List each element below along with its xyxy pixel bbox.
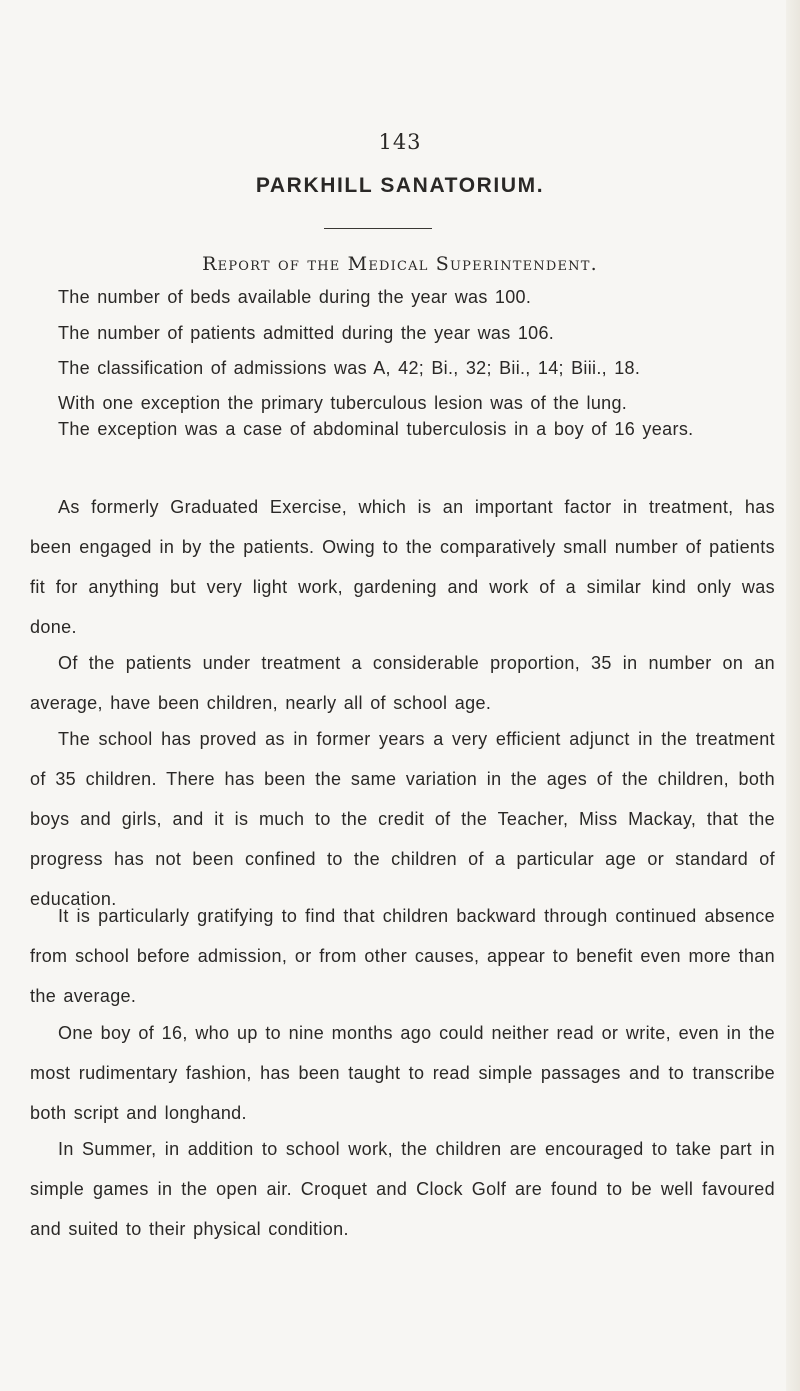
- paragraph: In Summer, in addition to school work, the children are encouraged to take part in simple games in the open air. Croquet and Clock Golf are found to be well favoured and suited to their physical condition.: [30, 1139, 775, 1239]
- page-edge: [786, 0, 800, 1391]
- paragraph: The school has proved as in former years a very efficient adjunct in the treatment of 35 children. There has been the same variation in the ages of the children, both boys and girls, and it is much to the credit of the Teacher, Miss Mackay, that the progress has not been confined to the children of a particular age or standard of education.: [30, 729, 775, 909]
- title-divider: [324, 228, 432, 229]
- page-number: 143: [378, 130, 422, 154]
- paragraph: One boy of 16, who up to nine months ago could neither read or write, even in the most rudimentary fashion, has been taught to read simple passages and to transcribe both script and longhand.: [30, 1023, 775, 1123]
- paragraph: The exception was a case of abdominal tuberculosis in a boy of 16 years.: [58, 419, 694, 439]
- paragraph: As formerly Graduated Exercise, which is an important factor in treatment, has been engaged in by the patients. Owing to the comparatively small number of patients fit for anything but very light work, gardening and work of a similar kind only was done.: [30, 497, 775, 637]
- paragraph: Of the patients under treatment a considerable proportion, 35 in number on an average, have been children, nearly all of school age.: [30, 653, 775, 713]
- document-subtitle: Report of the Medical Superintendent.: [202, 253, 598, 275]
- document-title: PARKHILL SANATORIUM.: [255, 174, 545, 197]
- paragraph: It is particularly gratifying to find that children backward through continued absence from school before admission, or from other causes, appear to benefit even more than the average.: [30, 906, 775, 1006]
- body-line: With one exception the primary tuberculous lesion was of the lung.: [58, 393, 628, 413]
- body-line: The classification of admissions was A, 42; Bi., 32; Bii., 14; Biii., 18.: [58, 358, 641, 378]
- body-line: The number of patients admitted during the year was 106.: [58, 323, 555, 343]
- body-line: The number of beds available during the year was 100.: [58, 287, 532, 307]
